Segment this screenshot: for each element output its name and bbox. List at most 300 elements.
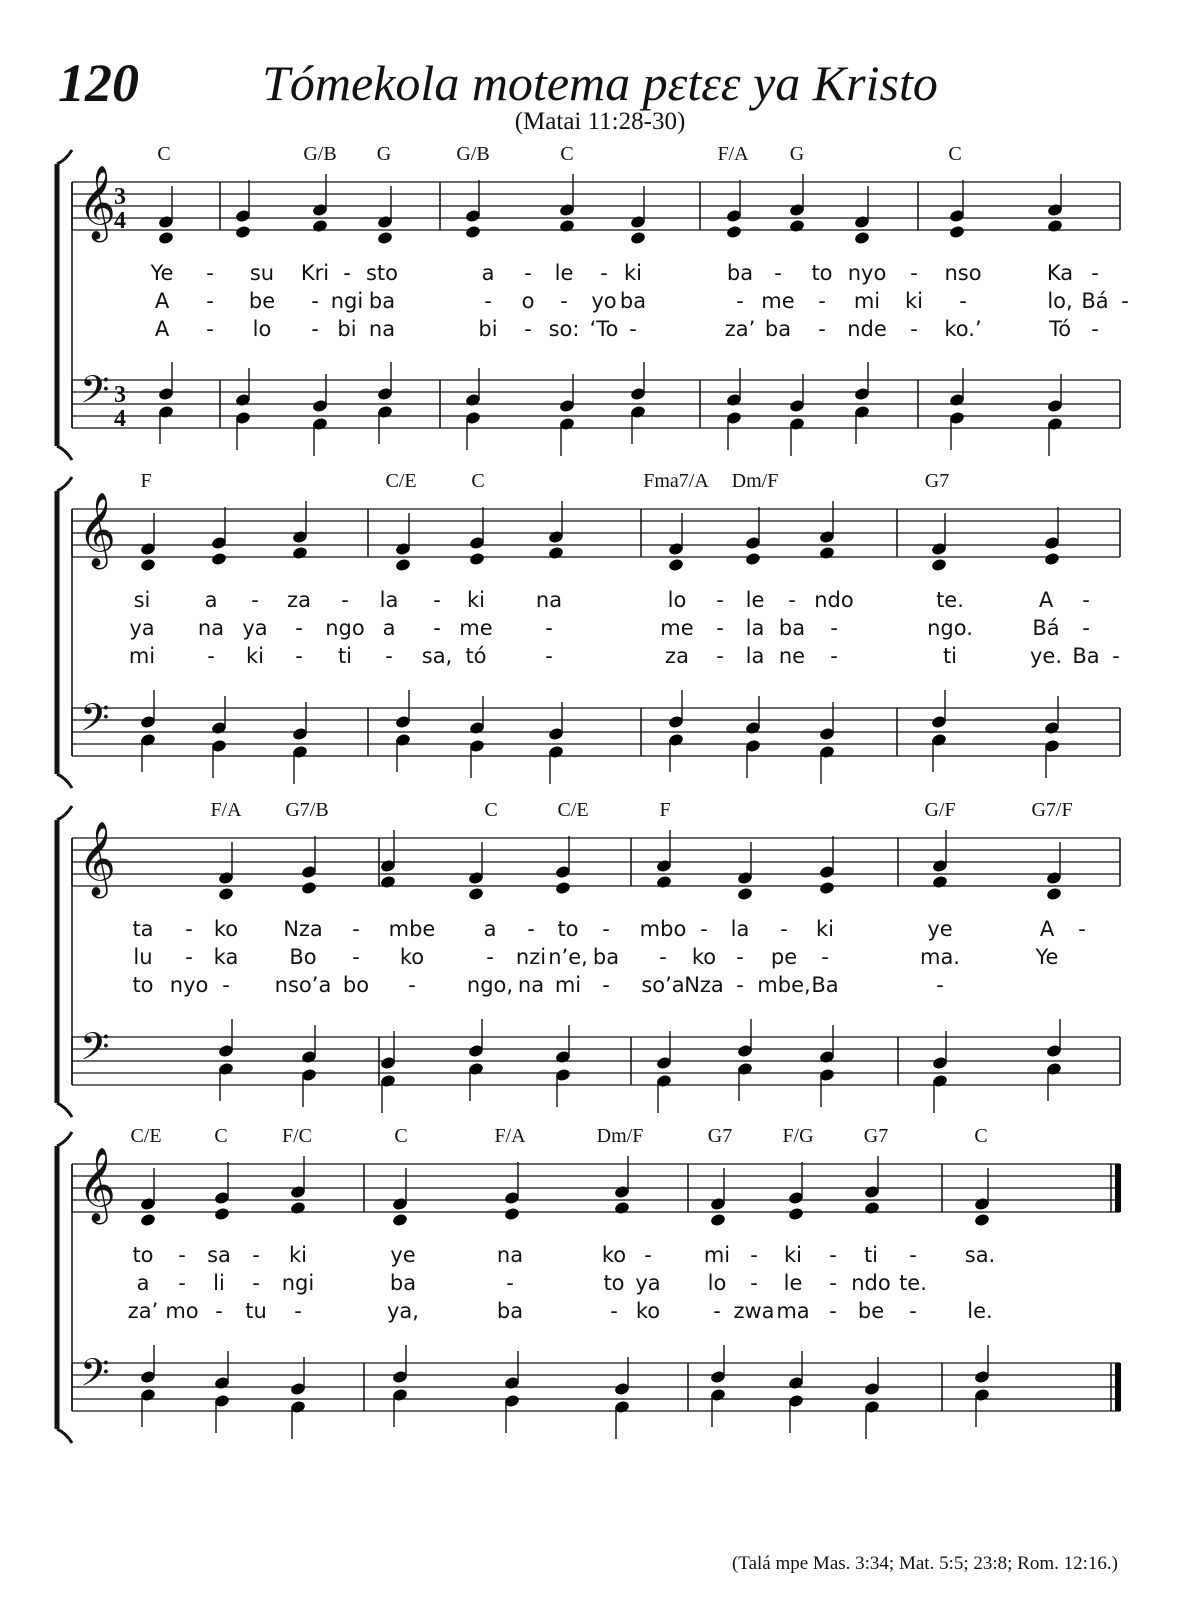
chord-symbol: C/E [557,799,589,821]
verse-3-syllable: tu [245,1299,267,1323]
verse-3-syllable: le. [967,1299,993,1323]
verse-2-syllable: - [821,945,829,969]
verse-1-syllable: te. [936,588,964,612]
system-2-bracket-bottom [57,774,72,788]
treble-notehead [380,875,397,890]
verse-3-syllable: zwa [733,1299,775,1323]
verse-1-syllable: - [716,588,724,612]
verse-2-syllable: ngi [330,289,364,313]
verse-2-syllable: - [959,289,967,313]
verse-3-syllable: - [713,1299,721,1323]
verse-1-syllable: ko [601,1243,627,1267]
chord-symbol: G/B [303,143,337,165]
verse-3-syllable: ba [496,1299,524,1323]
verse-1-syllable: sa. [964,1243,996,1267]
system-3-treble-clef-icon: 𝄞 [78,822,116,896]
verse-2-syllable: ba [619,289,647,313]
verse-1-syllable: mi [703,1243,731,1267]
verse-2-syllable: - [506,1271,514,1295]
treble-notehead [668,558,685,573]
verse-2-syllable: ki [905,289,923,313]
verse-2-syllable: ba [389,1271,417,1295]
verse-2-syllable: na [197,616,225,640]
verse-2-syllable: ngo. [927,616,973,640]
verse-1-syllable: ki [624,261,642,285]
verse-2-syllable: to [603,1271,625,1295]
verse-2-syllable: lo, [1047,289,1073,313]
verse-2-syllable: ya [242,616,268,640]
verse-3-syllable: sa, [421,644,453,668]
chord-symbol: C [974,1125,988,1147]
time-signature-bottom: 4 [114,208,126,234]
system-3-bass-clef-icon: 𝄢 [80,1024,110,1078]
chord-symbol: Dm/F [596,1125,644,1147]
verse-1-syllable: to [132,1243,154,1267]
verse-1-syllable: A [1039,917,1055,941]
verse-3-syllable: - [311,317,319,341]
treble-notehead [1044,552,1061,567]
verse-1-syllable: - [600,261,608,285]
treble-notehead [312,219,329,234]
system-2-treble-clef-icon: 𝄞 [78,493,116,567]
verse-1-syllable: za [287,588,311,612]
verse-3-syllable: be [857,1299,885,1323]
verse-2-syllable: pe [770,945,798,969]
chord-symbol: G/B [456,143,490,165]
verse-3-syllable: mbe, [757,973,811,997]
verse-2-syllable: - [736,289,744,313]
verse-3-syllable: - [207,644,215,668]
verse-2-syllable: A [154,289,170,313]
system-4-bass-final-thick-barline [1115,1363,1121,1411]
verse-1-syllable: - [1082,588,1090,612]
verse-1-syllable: ki [784,1243,802,1267]
verse-1-syllable: su [249,261,275,285]
verse-3-syllable: ye. [1029,644,1063,668]
treble-notehead [1046,887,1063,902]
verse-3-syllable: nde [847,317,887,341]
verse-3-syllable: Ba [1072,644,1100,668]
verse-2-syllable: n’e, [548,945,588,969]
treble-notehead [140,1213,157,1228]
verse-3-syllable: Ba [811,973,839,997]
treble-notehead [789,219,806,234]
verse-2-syllable: - [560,289,568,313]
verse-3-syllable: ne [778,644,806,668]
chord-symbol: F/C [281,1125,313,1147]
chord-symbol: C/E [385,470,417,492]
verse-2-syllable: - [311,289,319,313]
verse-1-syllable: - [251,588,259,612]
verse-3-syllable: - [1091,317,1099,341]
verse-2-syllable: - [829,1271,837,1295]
chord-symbol: C/E [130,1125,162,1147]
verse-3-syllable: - [602,973,610,997]
treble-notehead [395,558,412,573]
verse-3-syllable: - [909,1299,917,1323]
system-4-bracket-top [57,1132,72,1146]
verse-1-syllable: ba [726,261,754,285]
verse-1-syllable: - [910,261,918,285]
system-2-bracket-top [57,477,72,491]
verse-1-syllable: a [204,588,218,612]
verse-2-syllable: - [206,289,214,313]
verse-2-syllable: be [248,289,276,313]
verse-3-syllable: ‘To [589,317,619,341]
hymn-title: Tómekola motema pɛtɛɛ ya Kristo [262,55,938,111]
verse-3-syllable: - [295,644,303,668]
verse-2-syllable: te. [899,1271,927,1295]
verse-2-syllable: ya [635,1271,661,1295]
verse-1-syllable: - [527,917,535,941]
verse-1-syllable: - [352,917,360,941]
verse-2-syllable: la [745,616,765,640]
chord-symbol: C [214,1125,228,1147]
chord-symbol: Dm/F [731,470,779,492]
verse-1-syllable: - [750,1243,758,1267]
verse-1-syllable: to [557,917,579,941]
treble-notehead [468,887,485,902]
treble-notehead [788,1207,805,1222]
verse-1-syllable: lo [667,588,687,612]
verse-1-syllable: ki [467,588,485,612]
verse-3-syllable: - [545,644,553,668]
verse-1-syllable: - [700,917,708,941]
verse-1-syllable: si [133,588,151,612]
treble-notehead [290,1201,307,1216]
verse-2-syllable: - [736,945,744,969]
verse-1-syllable: - [602,917,610,941]
verse-2-syllable: - [178,1271,186,1295]
verse-1-syllable: nso [944,261,982,285]
verse-1-syllable: ko [213,917,239,941]
verse-3-syllable: bo [342,973,370,997]
verse-1-syllable: - [909,1243,917,1267]
treble-notehead [218,887,235,902]
time-signature-top: 3 [114,382,126,408]
treble-notehead [504,1207,521,1222]
verse-1-syllable: - [829,1243,837,1267]
system-4-treble-final-thick-barline [1115,1164,1121,1212]
verse-2-syllable: Bá [1032,616,1060,640]
chord-symbol: C [157,143,171,165]
verse-3-syllable: ko [635,1299,661,1323]
verse-3-syllable: la [745,644,765,668]
verse-1-syllable: na [496,1243,524,1267]
treble-notehead [158,231,175,246]
chord-symbol: C [560,143,574,165]
treble-notehead [949,225,966,240]
time-signature-bottom: 4 [114,406,126,432]
chord-symbol: G7/B [285,799,329,821]
verse-2-syllable: - [185,945,193,969]
verse-3-syllable: so: [548,317,580,341]
chord-symbol: G7 [863,1125,889,1147]
verse-2-syllable: a [136,1271,150,1295]
chord-symbol: C [484,799,498,821]
verse-2-syllable: - [659,945,667,969]
verse-3-syllable: mo [165,1299,199,1323]
system-4-bass-clef-icon: 𝄢 [80,1350,110,1404]
verse-2-syllable: ngi [281,1271,315,1295]
verse-1-syllable: Ka [1046,261,1074,285]
verse-2-syllable: - [433,616,441,640]
verse-2-syllable: me [761,289,795,313]
verse-1-syllable: ti [863,1243,879,1267]
verse-2-syllable: le [783,1271,803,1295]
verse-2-syllable: ma. [919,945,961,969]
verse-3-syllable: bi [337,317,357,341]
verse-3-syllable: - [716,644,724,668]
verse-3-syllable: - [610,1299,618,1323]
treble-notehead [235,225,252,240]
verse-3-syllable: za [665,644,689,668]
verse-1-syllable: la [730,917,750,941]
chord-symbol: F [140,470,152,492]
verse-1-syllable: nyo [847,261,887,285]
chord-symbol: G7 [924,470,950,492]
verse-2-syllable: nzi [515,945,547,969]
verse-2-syllable: ko [399,945,425,969]
system-1-treble-clef-icon: 𝄞 [78,166,116,240]
verse-3-syllable: so’a [641,973,685,997]
verse-1-syllable: a [481,261,495,285]
verse-2-syllable: lo [707,1271,727,1295]
verse-2-syllable: li [213,1271,225,1295]
verse-3-syllable: - [215,1299,223,1323]
treble-notehead [377,231,394,246]
treble-notehead [211,552,228,567]
verse-2-syllable: me [459,616,493,640]
verse-3-syllable: - [736,973,744,997]
treble-notehead [469,552,486,567]
verse-1-syllable: - [185,917,193,941]
chord-symbol: C [471,470,485,492]
treble-notehead [737,887,754,902]
treble-notehead [548,546,565,561]
verse-2-syllable: ba [592,945,620,969]
verse-1-syllable: - [774,261,782,285]
verse-2-syllable: - [352,945,360,969]
system-1-bracket-top [57,150,72,164]
treble-notehead [864,1201,881,1216]
chord-symbol: C [394,1125,408,1147]
verse-1-syllable: - [433,588,441,612]
treble-notehead [974,1213,991,1228]
verse-1-syllable: mbe [388,917,436,941]
verse-3-syllable: mi [554,973,582,997]
verse-3-syllable: bi [478,317,498,341]
treble-notehead [1047,219,1064,234]
treble-notehead [301,881,318,896]
verse-2-syllable: mi [853,289,881,313]
verse-3-syllable: na [368,317,396,341]
chord-symbol: G [376,143,392,165]
verse-3-syllable: - [829,1299,837,1323]
verse-2-syllable: - [545,616,553,640]
verse-3-syllable: za’ [724,317,756,341]
verse-2-syllable: ba [368,289,396,313]
verse-3-syllable: nyo [169,973,209,997]
treble-notehead [726,225,743,240]
system-3-bracket-top [57,806,72,820]
verse-1-syllable: - [341,588,349,612]
verse-3-syllable: nso’a [274,973,332,997]
verse-1-syllable: ye [390,1243,416,1267]
verse-3-syllable: ko.’ [944,317,982,341]
treble-notehead [214,1207,231,1222]
scripture-reference: (Matai 11:28-30) [514,108,686,135]
footnote: (Talá mpe Mas. 3:34; Mat. 5:5; 23:8; Rom. 12:16.) [731,1553,1118,1574]
verse-3-syllable: ba [764,317,792,341]
system-4-treble-clef-icon: 𝄞 [78,1148,116,1222]
verse-1-syllable: a [483,917,497,941]
verse-1-syllable: - [1078,917,1086,941]
verse-2-syllable: ya [129,616,155,640]
system-1-bass-clef-icon: 𝄢 [80,367,110,421]
verse-1-syllable: sto [365,261,399,285]
verse-1-syllable: mbo [639,917,687,941]
verse-3-syllable: A [154,317,170,341]
verse-1-syllable: ndo [814,588,854,612]
verse-1-syllable: Kri [300,261,330,285]
treble-notehead [292,546,309,561]
verse-1-syllable: le [554,261,574,285]
verse-3-syllable: - [294,1299,302,1323]
treble-notehead [559,219,576,234]
treble-notehead [656,875,673,890]
verse-1-syllable: - [343,261,351,285]
treble-notehead [630,231,647,246]
verse-3-syllable: ti [942,644,958,668]
system-1-bracket-bottom [57,446,72,460]
chord-symbol: F/A [717,143,749,165]
chord-symbol: G7/F [1031,799,1073,821]
verse-3-syllable: - [222,973,230,997]
verse-3-syllable: tó [465,644,487,668]
verse-2-syllable: - [484,289,492,313]
verse-3-syllable: - [629,317,637,341]
chord-symbol: F/A [494,1125,526,1147]
verse-2-syllable: ko [691,945,717,969]
verse-2-syllable: a [382,616,396,640]
verse-1-syllable: ta [132,917,154,941]
verse-1-syllable: - [1091,261,1099,285]
verse-1-syllable: ye [927,917,953,941]
verse-2-syllable: - [295,616,303,640]
verse-1-syllable: ki [289,1243,307,1267]
chord-symbol: F/A [210,799,242,821]
verse-3-syllable: - [830,644,838,668]
verse-2-syllable: - [750,1271,758,1295]
verse-3-syllable: - [206,317,214,341]
chord-symbol: G [789,143,805,165]
treble-notehead [140,558,157,573]
verse-2-syllable: - [818,289,826,313]
chord-symbol: G7 [707,1125,733,1147]
verse-3-syllable: - [1112,644,1120,668]
chord-symbol: F/G [782,1125,814,1147]
time-signature-top: 3 [114,184,126,210]
verse-3-syllable: lo [252,317,272,341]
chord-symbol: C [948,143,962,165]
verse-2-syllable: me [660,616,694,640]
treble-notehead [392,1213,409,1228]
verse-2-syllable: ka [213,945,239,969]
verse-3-syllable: ki [246,644,264,668]
treble-notehead [819,546,836,561]
verse-1-syllable: - [788,588,796,612]
treble-notehead [819,881,836,896]
verse-2-syllable: ngo [325,616,365,640]
hymn-number: 120 [58,53,139,113]
verse-3-syllable: Tó [1048,317,1072,341]
treble-notehead [745,552,762,567]
system-2-bass-clef-icon: 𝄢 [80,695,110,749]
verse-3-syllable: - [818,317,826,341]
system-3-bracket-bottom [57,1103,72,1117]
verse-3-syllable: Nza [684,973,724,997]
verse-1-syllable: - [178,1243,186,1267]
verse-3-syllable: na [517,973,545,997]
verse-2-syllable: Ye [1035,945,1059,969]
chord-symbol: G/F [924,799,956,821]
verse-3-syllable: ti [337,644,353,668]
treble-notehead [614,1201,631,1216]
verse-3-syllable: ngo, [466,973,514,997]
verse-3-syllable: - [524,317,532,341]
treble-notehead [710,1213,727,1228]
treble-notehead [854,231,871,246]
verse-3-syllable: mi [128,644,156,668]
chord-symbol: Fma7/A [643,470,709,492]
verse-1-syllable: le [745,588,765,612]
verse-1-syllable: A [1038,588,1054,612]
verse-1-syllable: - [252,1243,260,1267]
verse-1-syllable: - [644,1243,652,1267]
verse-3-syllable: za’ [127,1299,159,1323]
verse-2-syllable: - [1121,289,1129,313]
verse-2-syllable: - [486,945,494,969]
verse-2-syllable: ba [778,616,806,640]
verse-1-syllable: ki [816,917,834,941]
verse-1-syllable: - [206,261,214,285]
verse-1-syllable: Ye [150,261,174,285]
verse-3-syllable: ma [776,1299,810,1323]
verse-1-syllable: la [379,588,399,612]
verse-3-syllable: - [910,317,918,341]
verse-3-syllable: - [936,973,944,997]
verse-1-syllable: na [535,588,563,612]
verse-2-syllable: ndo [851,1271,891,1295]
verse-3-syllable: ya, [387,1299,419,1323]
verse-2-syllable: - [1082,616,1090,640]
verse-3-syllable: to [132,973,154,997]
verse-2-syllable: lu [133,945,153,969]
treble-notehead [932,875,949,890]
treble-notehead [555,881,572,896]
verse-1-syllable: sa [207,1243,231,1267]
verse-2-syllable: Bá [1081,289,1109,313]
verse-2-syllable: o [521,289,535,313]
verse-2-syllable: - [830,616,838,640]
chord-symbol: F [659,799,671,821]
verse-3-syllable: - [408,973,416,997]
verse-1-syllable: - [524,261,532,285]
treble-notehead [931,558,948,573]
verse-1-syllable: to [811,261,833,285]
verse-2-syllable: yo [591,289,617,313]
